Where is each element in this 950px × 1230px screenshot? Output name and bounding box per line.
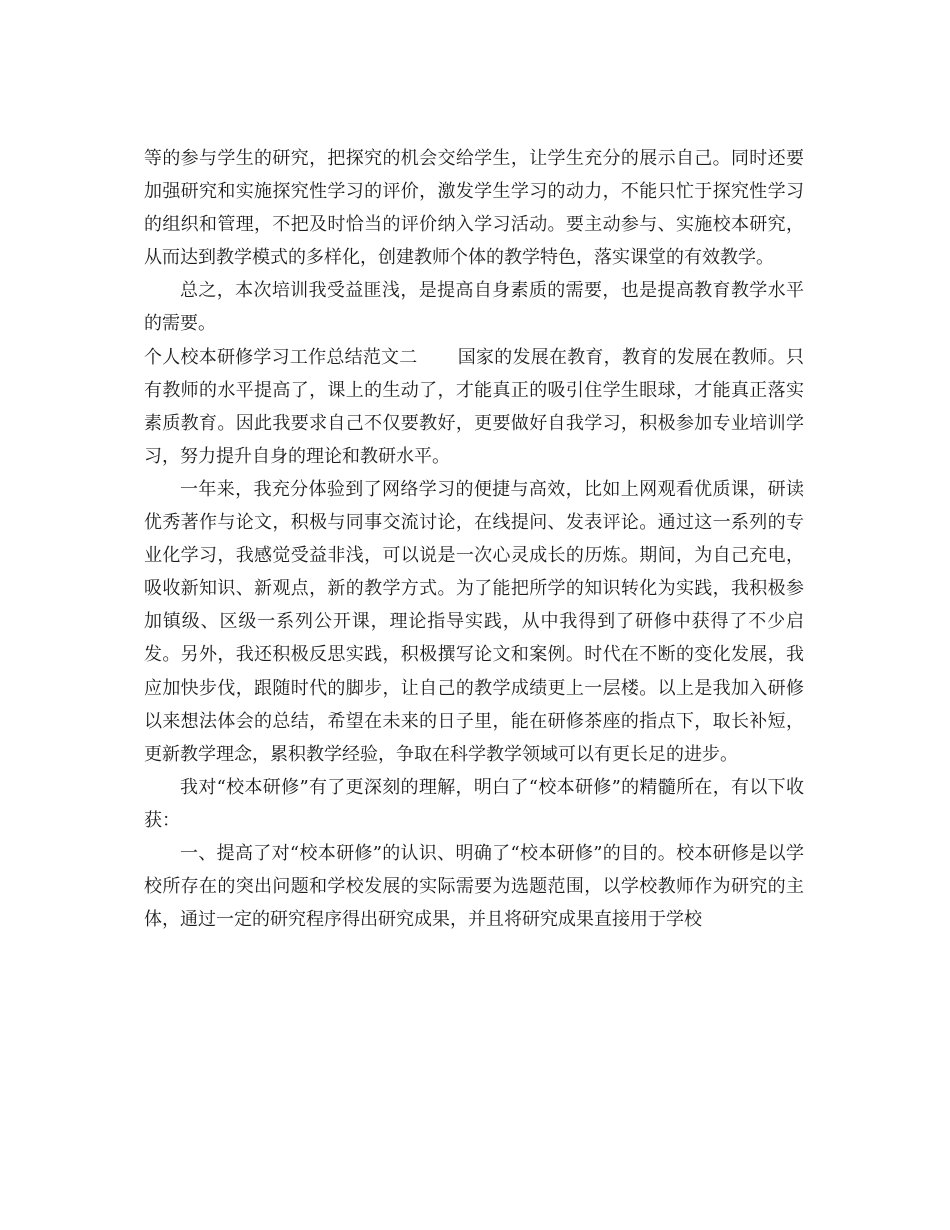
paragraph-experience: 一年来，我充分体验到了网络学习的便捷与高效，比如上网观看优质课，研读优秀著作与论文，积极与同事交流讨论，在线提问、发表评论。通过这一系列的专业化学习，我感觉受益非浅，可以说是一次心灵成长的历炼。期间，为自己充电，吸收新知识、新观点，新的教学方式。为了能把所学的知识转化为实践，我积极参加镇级、区级一系列公开课，理论指导实践，从中我得到了研修中获得了不少启发。另外，我还积极反思实践，积极撰写论文和案例。时代在不断的变化发展，我应加快步伐，跟随时代的脚步，让自己的教学成绩更上一层楼。以上是我加入研修以来想法体会的总结，希望在未来的日子里，能在研修茶座的指点下，取长补短，更新教学理念，累积教学经验，争取在科学教学领域可以有更长足的进步。 (144, 478, 804, 765)
paragraph-summary: 总之，本次培训我受益匪浅，是提高自身素质的需要，也是提高教育教学水平的需要。 (144, 280, 804, 335)
paragraph-point-one: 一、提高了对“校本研修”的认识、明确了“校本研修”的目的。校本研修是以学校所存在的突出问题和学校发展的实际需要为选题范围，以学校教师作为研究的主体，通过一定的研究程序得出研究成果，并且将研究成果直接用于学校 (144, 842, 804, 931)
paragraph-continuation: 等的参与学生的研究，把探究的机会交给学生，让学生充分的展示自己。同时还要加强研究和实施探究性学习的评价，激发学生学习的动力，不能只忙于探究性学习的组织和管理，不把及时恰当的评价纳入学习活动。要主动参与、实施校本研究，从而达到教学模式的多样化，创建教师个体的教学特色，落实课堂的有效教学。 (144, 148, 804, 269)
paragraph-understanding: 我对“校本研修”有了更深刻的理解，明白了“校本研修”的精髓所在，有以下收获： (144, 776, 804, 831)
document-body (144, 142, 804, 936)
section-intro-text: 国家的发展在教育，教育的发展在教师。只有教师的水平提高了，课上的生动了，才能真正的吸引住学生眼球，才能真正落实素质教育。因此我要求自己不仅要教好，更要做好自我学习，积极参加专业培训学习，努力提升自身的理论和教研水平。 (144, 346, 804, 467)
section-title: 个人校本研修学习工作总结范文二 (144, 346, 418, 368)
section-paragraph (144, 341, 804, 473)
